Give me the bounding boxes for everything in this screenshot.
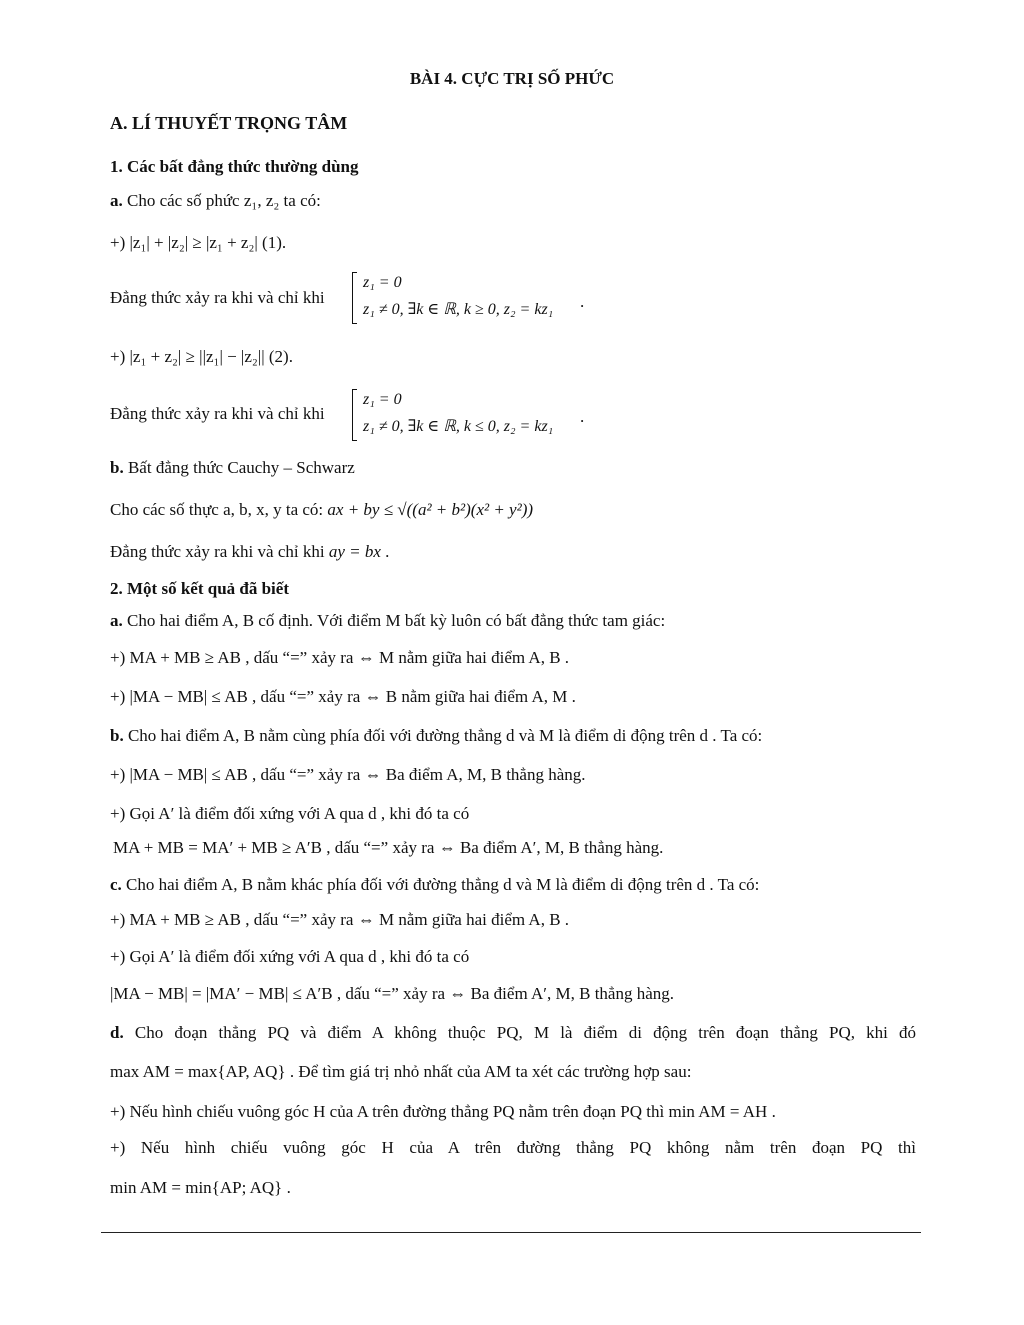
inequality-2: +) |z₁ + z₂| ≥ ||z₁| − |z₂|| (2). bbox=[110, 347, 293, 366]
result-2d-case-2-cont: min AM = min{AP; AQ} . bbox=[110, 1178, 291, 1197]
paragraph-2c bbox=[110, 874, 916, 896]
paragraph-1b bbox=[110, 457, 916, 479]
formula: ay = bx bbox=[328, 542, 381, 561]
result-2a-1: +) MA + MB ≥ AB , dấu “=” xảy ra ⇔ M nằm giữa hai điểm A, B . bbox=[110, 648, 570, 667]
period: . bbox=[580, 292, 585, 311]
result-2b-2: +) Gọi A′ là điểm đối xứng với A qua d , khi đó ta có bbox=[110, 804, 470, 823]
case-row: z₁ = 0 bbox=[363, 391, 402, 408]
subsection-1-heading: 1. Các bất đẳng thức thường dùng bbox=[110, 157, 359, 176]
item-label: a. bbox=[110, 191, 123, 210]
case-bracket-2 bbox=[352, 389, 554, 441]
case-row: z₁ ≠ 0, ∃k ∈ ℝ, k ≤ 0, z₂ = kz₁ bbox=[363, 418, 554, 435]
case-row: z₁ = 0 bbox=[363, 274, 402, 291]
cauchy-schwarz-line bbox=[110, 499, 916, 521]
case-row: z₁ ≠ 0, ∃k ∈ ℝ, k ≥ 0, z₂ = kz₁ bbox=[363, 301, 554, 318]
result-2c-3: |MA − MB| = |MA′ − MB| ≤ A′B , dấu “=” xảy ra ⇔ Ba điểm A′, M, B thẳng hàng. bbox=[110, 984, 675, 1003]
result-2c-1: +) MA + MB ≥ AB , dấu “=” xảy ra ⇔ M nằm giữa hai điểm A, B . bbox=[110, 910, 570, 929]
section-a-heading: A. LÍ THUYẾT TRỌNG TÂM bbox=[110, 113, 348, 133]
paragraph-text: Cho đoạn thẳng PQ và điểm A không thuộc PQ, M là điểm di động trên đoạn thẳng PQ, khi đó bbox=[123, 1023, 916, 1042]
item-label: d. bbox=[110, 1023, 124, 1042]
item-label: b. bbox=[110, 726, 124, 745]
document-title: BÀI 4. CỰC TRỊ SỐ PHỨC bbox=[409, 69, 615, 88]
cauchy-equality bbox=[110, 541, 916, 563]
paragraph-text: Bất đẳng thức Cauchy – Schwarz bbox=[123, 458, 355, 477]
paragraph-2b bbox=[110, 725, 916, 747]
equality-condition-1: Đẳng thức xảy ra khi và chỉ khi bbox=[110, 288, 325, 307]
result-2b-3: MA + MB = MA′ + MB ≥ A′B , dấu “=” xảy ra ⇔ Ba điểm A′, M, B thẳng hàng. bbox=[113, 838, 664, 857]
paragraph-text: Cho hai điểm A, B nằm cùng phía đối với đường thẳng d và M là điểm di động trên d . Ta có: bbox=[123, 726, 763, 745]
paragraph-1a bbox=[110, 190, 916, 212]
paragraph-text: Cho hai điểm A, B nằm khác phía đối với đường thẳng d và M là điểm di động trên d . Ta có: bbox=[121, 875, 760, 894]
item-label: c. bbox=[110, 875, 122, 894]
item-label: b. bbox=[110, 458, 124, 477]
period: . bbox=[380, 542, 390, 561]
inequality-1: +) |z₁| + |z₂| ≥ |z₁ + z₂| (1). bbox=[110, 233, 287, 252]
item-label: a. bbox=[110, 611, 123, 630]
formula: ax + by ≤ √((a² + b²)(x² + y²)) bbox=[327, 500, 534, 519]
result-2a-2: +) |MA − MB| ≤ AB , dấu “=” xảy ra ⇔ B nằm giữa hai điểm A, M . bbox=[110, 687, 576, 706]
result-2b-1: +) |MA − MB| ≤ AB , dấu “=” xảy ra ⇔ Ba điểm A, M, B thẳng hàng. bbox=[110, 765, 586, 784]
result-2d-max: max AM = max{AP, AQ} . Để tìm giá trị nhỏ nhất của AM ta xét các trường hợp sau: bbox=[110, 1062, 692, 1081]
paragraph-text: Cho các số thực a, b, x, y ta có: bbox=[110, 500, 328, 519]
paragraph-text: Đẳng thức xảy ra khi và chỉ khi bbox=[110, 542, 329, 561]
result-2d-case-1: +) Nếu hình chiếu vuông góc H của A trên đường thẳng PQ nằm trên đoạn PQ thì min AM = AH . bbox=[110, 1102, 776, 1121]
paragraph-2a bbox=[110, 610, 916, 632]
paragraph-2d bbox=[110, 1022, 916, 1044]
subsection-2-heading: 2. Một số kết quả đã biết bbox=[110, 579, 289, 598]
case-bracket-1 bbox=[352, 272, 554, 324]
period: . bbox=[580, 407, 585, 426]
equality-condition-2: Đẳng thức xảy ra khi và chỉ khi bbox=[110, 404, 325, 423]
result-2d-case-2: +) Nếu hình chiếu vuông góc H của A trên đường thẳng PQ không nằm trên đoạn PQ thì bbox=[110, 1138, 916, 1157]
paragraph-text: Cho các số phức z₁, z₂ ta có: bbox=[122, 191, 321, 210]
result-2c-2: +) Gọi A′ là điểm đối xứng với A qua d , khi đó ta có bbox=[110, 947, 470, 966]
paragraph-text: Cho hai điểm A, B cố định. Với điểm M bất kỳ luôn có bất đẳng thức tam giác: bbox=[122, 611, 666, 630]
footer-divider bbox=[101, 1232, 921, 1233]
